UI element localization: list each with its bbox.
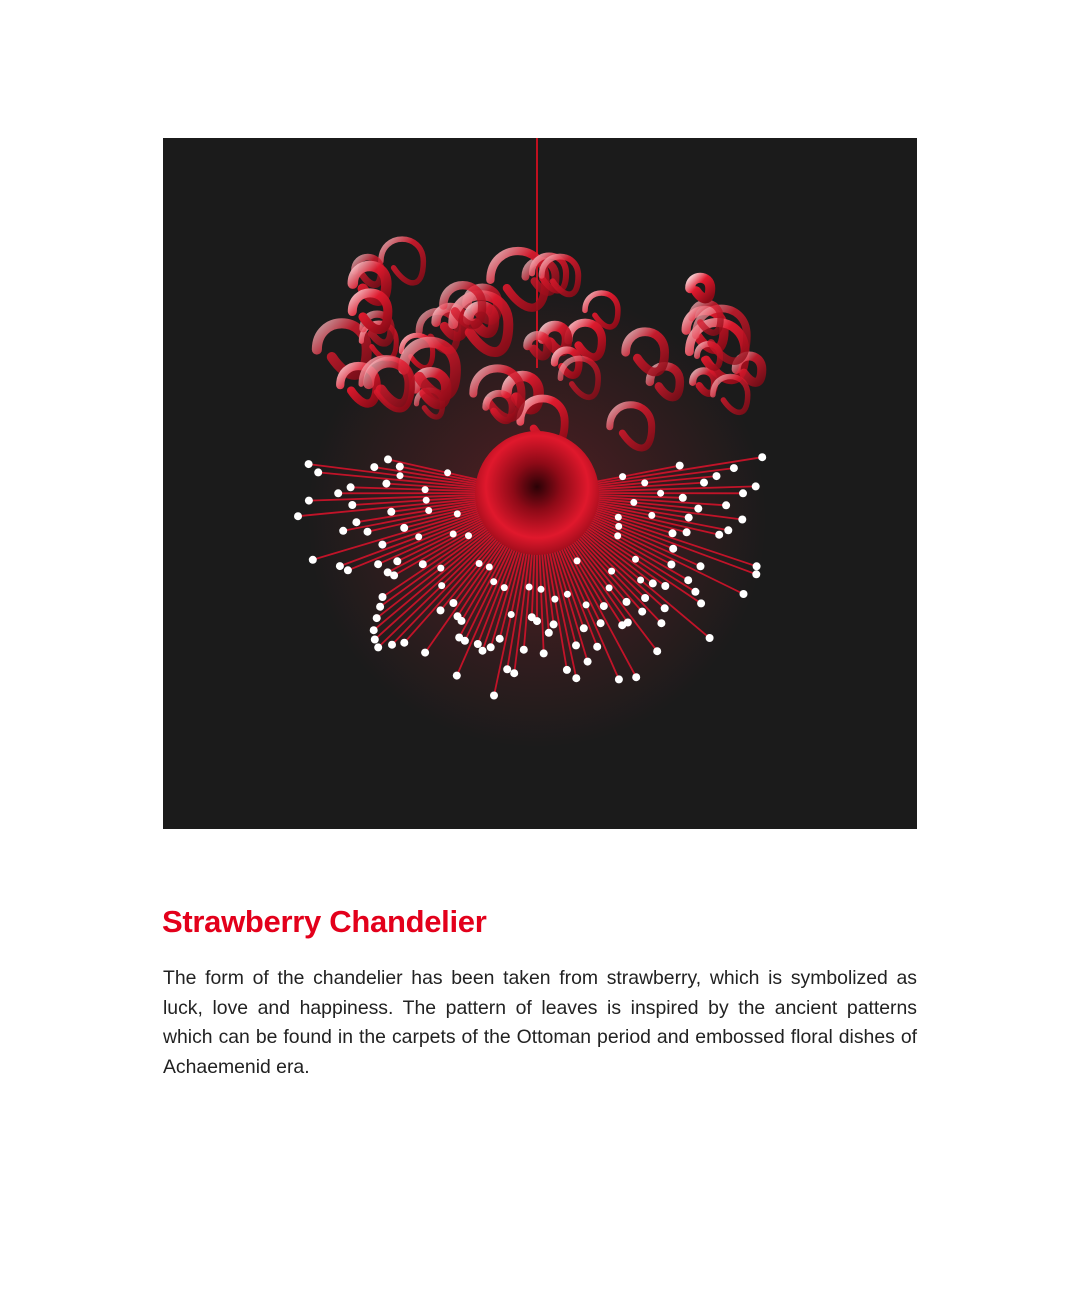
bulb <box>715 531 723 539</box>
bulb <box>619 473 626 480</box>
bulb <box>615 523 622 530</box>
bulb <box>364 528 372 536</box>
bulb <box>614 532 621 539</box>
bulb <box>421 649 429 657</box>
bulb <box>294 512 302 520</box>
bulb <box>691 588 699 596</box>
bulb <box>637 577 644 584</box>
bulb <box>437 606 445 614</box>
bulb <box>305 460 313 468</box>
bulb <box>641 594 649 602</box>
bulb <box>615 675 623 683</box>
bulb <box>713 472 721 480</box>
bulb <box>758 453 766 461</box>
bulb <box>423 497 430 504</box>
bulb <box>608 568 615 575</box>
bulb <box>667 561 675 569</box>
bulb <box>422 486 429 493</box>
bulb <box>487 643 495 651</box>
bulb <box>374 560 382 568</box>
bulb <box>584 658 592 666</box>
bulb <box>305 497 313 505</box>
bulb <box>545 629 553 637</box>
bulb <box>382 480 390 488</box>
bulb <box>706 634 714 642</box>
bulb <box>479 647 487 655</box>
bulb <box>510 669 518 677</box>
bulb <box>739 489 747 497</box>
bulb <box>396 463 404 471</box>
bulb <box>700 479 708 487</box>
bulb <box>752 482 760 490</box>
bulb <box>486 564 493 571</box>
bulb <box>551 596 558 603</box>
bulb <box>501 584 508 591</box>
bulb <box>649 579 657 587</box>
bulb <box>454 510 461 517</box>
bulb <box>684 576 692 584</box>
bulb <box>597 619 605 627</box>
bulb <box>538 586 545 593</box>
bulb <box>370 463 378 471</box>
bulb <box>564 591 571 598</box>
bulb <box>722 501 730 509</box>
bulb <box>444 469 451 476</box>
bulb <box>574 557 581 564</box>
description-paragraph: The form of the chandelier has been taken from strawberry, which is symbolized as luck, love and happiness. The pattern of leaves is inspired by the ancient patterns which can be found in the carpets of the Ottoman period and embossed floral dishes of Achaemenid era. <box>163 967 917 1079</box>
bulb <box>540 649 548 657</box>
chandelier-illustration <box>163 138 917 829</box>
bulb <box>641 479 648 486</box>
bulb <box>676 462 684 470</box>
bulb <box>374 643 382 651</box>
bulb <box>615 514 622 521</box>
bulb <box>618 621 626 629</box>
bulb <box>453 672 461 680</box>
bulb <box>393 557 401 565</box>
bulb <box>476 560 483 567</box>
bulb <box>384 455 392 463</box>
bulb <box>415 533 422 540</box>
bulb <box>657 490 664 497</box>
bulb <box>490 692 498 700</box>
bulb <box>740 590 748 598</box>
bulb <box>465 532 472 539</box>
bulb <box>661 604 669 612</box>
bulb <box>738 516 746 524</box>
bulb <box>334 489 342 497</box>
bulb <box>438 582 445 589</box>
bulb <box>352 518 360 526</box>
bulb <box>630 499 637 506</box>
bulb <box>376 603 384 611</box>
bulb <box>419 560 427 568</box>
bulb <box>449 599 457 607</box>
bulb <box>526 584 533 591</box>
bulb <box>697 562 705 570</box>
bulb <box>454 612 462 620</box>
bulb <box>753 562 761 570</box>
bulb <box>400 524 408 532</box>
bulb <box>683 528 691 536</box>
bulb <box>371 636 379 644</box>
bulb <box>632 673 640 681</box>
bulb <box>697 599 705 607</box>
bulb <box>384 568 392 576</box>
bulb <box>572 674 580 682</box>
bulb <box>653 647 661 655</box>
bulb <box>455 634 463 642</box>
bulb <box>648 512 655 519</box>
bulb <box>685 514 693 522</box>
central-orb <box>475 431 599 555</box>
bulb <box>370 626 378 634</box>
bulb <box>339 527 347 535</box>
bulb <box>348 501 356 509</box>
bulb <box>450 531 457 538</box>
bulb <box>397 472 404 479</box>
chandelier-image <box>163 138 917 829</box>
bulb <box>638 608 646 616</box>
bulb <box>496 635 504 643</box>
bulb <box>657 619 665 627</box>
page-title: Strawberry Chandelier <box>162 904 487 939</box>
bulb <box>563 666 571 674</box>
bulb <box>724 526 732 534</box>
bulb <box>661 582 669 590</box>
bulb <box>400 639 408 647</box>
bulb <box>474 640 482 648</box>
bulb <box>550 620 558 628</box>
bulb <box>593 643 601 651</box>
bulb <box>503 665 511 673</box>
bulb <box>388 641 396 649</box>
bulb <box>679 494 687 502</box>
bulb <box>528 613 536 621</box>
bulb <box>583 601 590 608</box>
bulb <box>508 611 515 618</box>
bulb <box>336 562 344 570</box>
bulb <box>347 483 355 491</box>
bulb <box>669 529 677 537</box>
bulb <box>379 593 387 601</box>
bulb <box>572 641 580 649</box>
ribbon-leaf <box>690 278 710 299</box>
bulb <box>373 614 381 622</box>
bulb <box>314 468 322 476</box>
bulb <box>344 566 352 574</box>
bulb <box>490 578 497 585</box>
bulb <box>520 646 528 654</box>
bulb <box>309 556 317 564</box>
bulb <box>752 570 760 578</box>
bulb <box>606 584 613 591</box>
bulb <box>694 505 702 513</box>
bulb <box>730 464 738 472</box>
bulb <box>669 545 677 553</box>
bulb <box>632 556 639 563</box>
bulb <box>580 624 588 632</box>
bulb <box>437 565 444 572</box>
bulb <box>600 602 608 610</box>
bulb <box>623 598 631 606</box>
bulb <box>387 508 395 516</box>
bulb <box>425 507 432 514</box>
bulb <box>378 541 386 549</box>
